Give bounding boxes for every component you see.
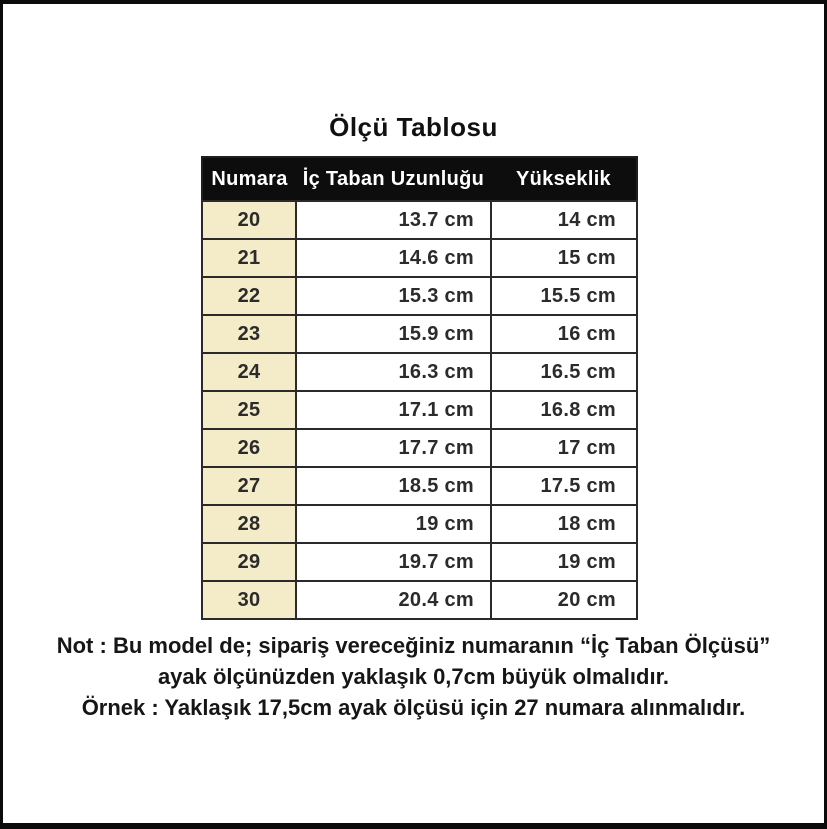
cell-numara: 29 bbox=[202, 543, 296, 581]
table-row bbox=[202, 315, 637, 353]
cell-yukseklik: 15.5 cm bbox=[491, 277, 637, 315]
cell-yukseklik: 17.5 cm bbox=[491, 467, 637, 505]
size-table-body bbox=[202, 201, 637, 619]
column-header-numara: Numara bbox=[202, 157, 296, 201]
cell-yukseklik: 16.5 cm bbox=[491, 353, 637, 391]
table-row bbox=[202, 353, 637, 391]
table-row bbox=[202, 201, 637, 239]
cell-ic-taban-uzunlugu: 14.6 cm bbox=[296, 239, 491, 277]
note-line-3: Örnek : Yaklaşık 17,5cm ayak ölçüsü için 27 numara alınmalıdır. bbox=[81, 695, 746, 720]
note-line-1: Not : Bu model de; sipariş vereceğiniz numaranın “İç Taban Ölçüsü” bbox=[56, 633, 771, 658]
cell-numara: 28 bbox=[202, 505, 296, 543]
table-row bbox=[202, 505, 637, 543]
cell-ic-taban-uzunlugu: 15.9 cm bbox=[296, 315, 491, 353]
table-row bbox=[202, 277, 637, 315]
cell-ic-taban-uzunlugu: 17.7 cm bbox=[296, 429, 491, 467]
cell-ic-taban-uzunlugu: 16.3 cm bbox=[296, 353, 491, 391]
cell-numara: 21 bbox=[202, 239, 296, 277]
cell-ic-taban-uzunlugu: 17.1 cm bbox=[296, 391, 491, 429]
cell-numara: 23 bbox=[202, 315, 296, 353]
column-header-ic-taban-uzunlugu: İç Taban Uzunluğu bbox=[296, 157, 491, 201]
table-row bbox=[202, 239, 637, 277]
cell-numara: 24 bbox=[202, 353, 296, 391]
header-row bbox=[202, 157, 637, 201]
cell-yukseklik: 16 cm bbox=[491, 315, 637, 353]
cell-numara: 25 bbox=[202, 391, 296, 429]
cell-numara: 26 bbox=[202, 429, 296, 467]
table-row bbox=[202, 391, 637, 429]
note-block bbox=[3, 630, 824, 723]
cell-yukseklik: 19 cm bbox=[491, 543, 637, 581]
table-row bbox=[202, 467, 637, 505]
size-table bbox=[201, 156, 638, 620]
cell-yukseklik: 15 cm bbox=[491, 239, 637, 277]
cell-numara: 20 bbox=[202, 201, 296, 239]
cell-yukseklik: 16.8 cm bbox=[491, 391, 637, 429]
cell-ic-taban-uzunlugu: 19 cm bbox=[296, 505, 491, 543]
cell-yukseklik: 14 cm bbox=[491, 201, 637, 239]
note-line-2: ayak ölçünüzden yaklaşık 0,7cm büyük olmalıdır. bbox=[157, 664, 670, 689]
cell-ic-taban-uzunlugu: 15.3 cm bbox=[296, 277, 491, 315]
table-row bbox=[202, 429, 637, 467]
table-row bbox=[202, 543, 637, 581]
cell-yukseklik: 17 cm bbox=[491, 429, 637, 467]
cell-ic-taban-uzunlugu: 19.7 cm bbox=[296, 543, 491, 581]
size-table-header bbox=[202, 157, 637, 201]
cell-yukseklik: 20 cm bbox=[491, 581, 637, 619]
page-title: Ölçü Tablosu bbox=[329, 112, 498, 142]
cell-numara: 27 bbox=[202, 467, 296, 505]
cell-numara: 22 bbox=[202, 277, 296, 315]
cell-yukseklik: 18 cm bbox=[491, 505, 637, 543]
cell-ic-taban-uzunlugu: 18.5 cm bbox=[296, 467, 491, 505]
table-row bbox=[202, 581, 637, 619]
cell-numara: 30 bbox=[202, 581, 296, 619]
cell-ic-taban-uzunlugu: 20.4 cm bbox=[296, 581, 491, 619]
cell-ic-taban-uzunlugu: 13.7 cm bbox=[296, 201, 491, 239]
column-header-yukseklik: Yükseklik bbox=[491, 157, 637, 201]
